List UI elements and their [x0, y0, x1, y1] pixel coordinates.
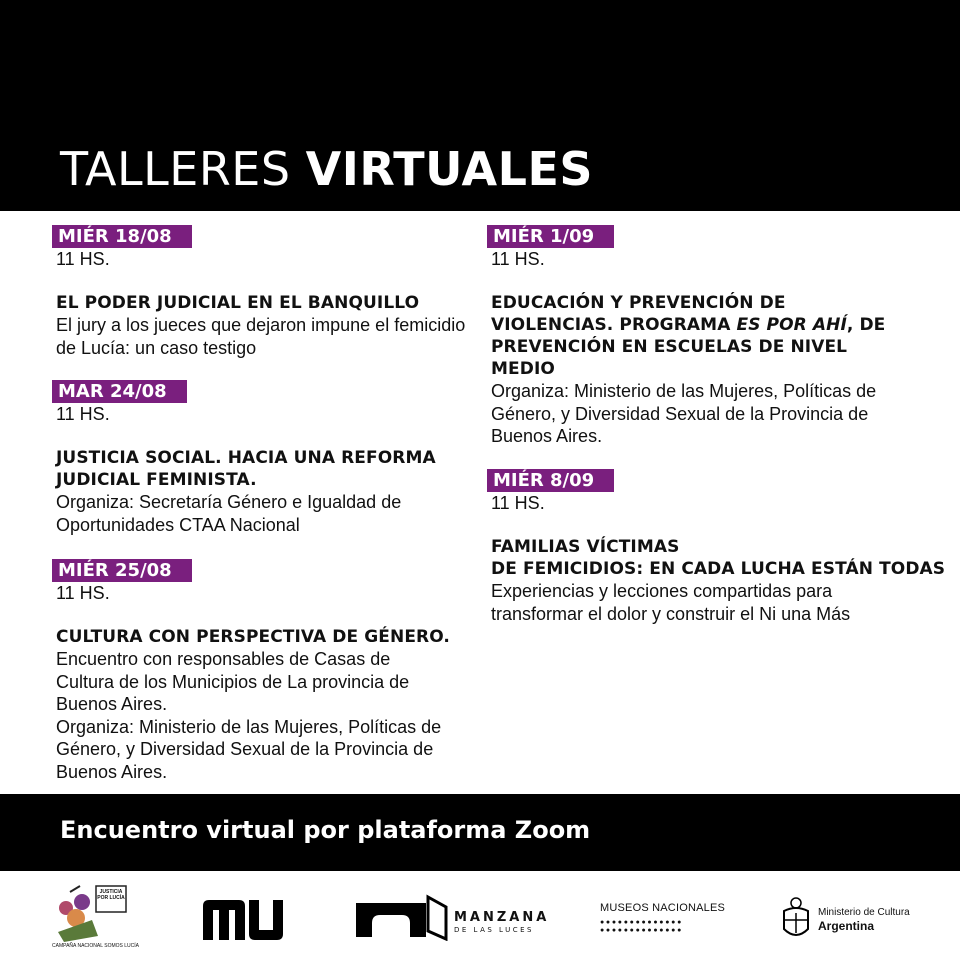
event-title — [491, 292, 891, 380]
page-title — [60, 140, 593, 198]
mu-logo — [203, 900, 283, 945]
event-4 — [487, 225, 907, 448]
event-description: Encuentro con responsables de Casas de Cultura de los Municipios de La provincia de Buenos Aires. — [56, 649, 410, 714]
event-time: 11 HS. — [56, 249, 110, 269]
event-time: 11 HS. — [56, 583, 110, 603]
event-description: Organiza: Secretaría Género e Igualdad de Oportunidades CTAA Nacional — [56, 492, 402, 535]
mu-logo-icon — [203, 900, 283, 940]
title-light: TALLERES — [60, 142, 291, 196]
title-part: , DE PREVENCIÓN EN ESCUELAS DE NIVEL MEDIO — [491, 315, 886, 379]
event-description: El jury a los jueces que dejaron impune el femicidio de Lucía: un caso testigo — [56, 315, 466, 358]
event-time: 11 HS. — [491, 249, 545, 269]
event-date: MIÉR 1/09 — [487, 225, 614, 248]
title-part: EDUCACIÓN Y PREVENCIÓN DE VIOLENCIAS. PROGRAMA — [491, 293, 786, 335]
event-title-line-2: DE FEMICIDIOS: EN CADA LUCHA ESTÁN TODAS — [491, 559, 946, 579]
campaign-logo-bottom: CAMPAÑA NACIONAL SOMOS LUCÍA — [52, 943, 139, 949]
platform-band — [0, 794, 960, 871]
ministerio-line1: Ministerio de Cultura — [818, 907, 910, 918]
ministerio-logo — [780, 895, 930, 945]
event-description: Experiencias y lecciones compartidas para transformar el dolor y construir el Ni una Más — [491, 581, 851, 624]
manzana-name: MANZANA — [454, 910, 550, 925]
event-organizer: Organiza: Ministerio de las Mujeres, Políticas de Género, y Diversidad Sexual de la Provincia de Buenos Aires. — [56, 716, 442, 782]
header-band — [0, 0, 960, 211]
event-title-line-1: FAMILIAS VÍCTIMAS — [491, 537, 680, 557]
campaign-logo-top: JUSTICIA POR LUCÍA — [97, 889, 125, 901]
event-3 — [52, 559, 472, 783]
ministerio-line2: Argentina — [818, 919, 875, 933]
title-bold: VIRTUALES — [305, 142, 594, 196]
campaign-logo — [52, 880, 139, 952]
event-time: 11 HS. — [491, 493, 545, 513]
museos-name: MUSEOS NACIONALES — [600, 902, 726, 914]
program-name: ES POR AHÍ — [736, 315, 847, 335]
event-2 — [52, 380, 472, 536]
event-1 — [52, 225, 472, 359]
event-time: 11 HS. — [56, 404, 110, 424]
event-5 — [487, 469, 946, 625]
event-date: MAR 24/08 — [52, 380, 187, 403]
argentina-shield-icon — [780, 895, 812, 941]
event-date: MIÉR 8/09 — [487, 469, 614, 492]
event-title: CULTURA CON PERSPECTIVA DE GÉNERO. — [56, 627, 450, 647]
manzana-logo — [356, 893, 550, 943]
manzana-building-icon — [356, 893, 448, 941]
museos-dots-icon: ●●●●●●●●●●●●●● ●●●●●●●●●●●●●● — [600, 919, 683, 934]
platform-text: Encuentro virtual por plataforma Zoom — [60, 816, 591, 844]
event-title: JUSTICIA SOCIAL. HACIA UNA REFORMA JUDICIAL FEMINISTA. — [56, 448, 436, 490]
event-date: MIÉR 18/08 — [52, 225, 192, 248]
museos-logo — [600, 902, 730, 942]
event-date: MIÉR 25/08 — [52, 559, 192, 582]
event-title: EL PODER JUDICIAL EN EL BANQUILLO — [56, 293, 420, 313]
manzana-subtitle: DE LAS LUCES — [454, 926, 534, 934]
event-organizer: Organiza: Ministerio de las Mujeres, Políticas de Género, y Diversidad Sexual de la Provincia de Buenos Aires. — [491, 381, 877, 446]
